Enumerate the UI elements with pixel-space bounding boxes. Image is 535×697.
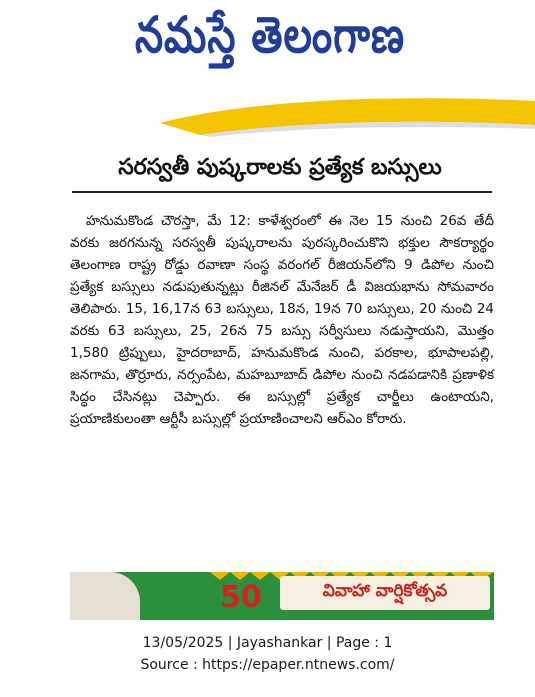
masthead bbox=[60, 2, 480, 82]
ad-photo-portion bbox=[70, 572, 140, 620]
ad-banner bbox=[280, 576, 490, 610]
headline-text: సరస్వతీ పుష్కరాలకు ప్రత్యేక బస్సులు bbox=[118, 155, 442, 180]
yellow-swoosh-decoration bbox=[0, 95, 535, 150]
footer-date-edition: 13/05/2025 | Jayashankar | Page : 1 bbox=[142, 635, 393, 651]
headline-divider bbox=[72, 191, 492, 193]
article-headline bbox=[70, 150, 490, 190]
footer-source: Source : https://epaper.ntnews.com/ bbox=[140, 657, 395, 673]
masthead-title: నమస్తే తెలంగాణ bbox=[134, 7, 406, 65]
article-body: హనుమకొండ చౌరస్తా, మే 12: కాళేశ్వరంలో ఈ నెల 15 నుంచి 26వ తేదీ వరకు జరగనున్న సరస్వతీ పుష్కరాలను పురస్కరించుకొని భక్తుల సౌకర్యార్థం తెలంగాణ రాష్ట్ర రోడ్డు రవాణా సంస్థ వరంగల్‌ రీజియన్‌లోని 9 డిపోల నుంచి ప్రత్యేక బస్సులు నడుపుతున్నట్లు రీజినల్‌ మేనేజర్‌ డీ విజయభాను సోమవారం తెలిపారు. 15, 16,17న 63 బస్సులు, 18న, 19న 70 బస్సులు, 20 నుంచి 24 వరకు 63 బస్సులు, 25, 26న 75 బస్సు సర్వీసులు నడుస్తాయని, మొత్తం 1,580 ట్రిప్పులు, హైదరాబాద్‌, హనుమకొండ నుంచి, పరకాల, భూపాలపల్లి, జనగామ, తొర్రూరు, నర్సంపేట, మహబూబాద్‌ డిపోల నుంచి నడపడానికి ప్రణాళిక సిద్ధం చేసినట్లు చెప్పారు. ఈ బస్సుల్లో ప్రత్యేక చార్జీలు ఉంటాయని, ప్రయాణికులంతా ఆర్టీసీ బస్సుల్లో ప్రయాణించాలని ఆర్‌ఎం కోరారు. bbox=[70, 212, 494, 427]
ad-banner-text: వివాహా వార్షికోత్సవ bbox=[322, 581, 448, 601]
advertisement-strip bbox=[70, 572, 494, 620]
ad-anniversary-number: 50 bbox=[220, 580, 262, 615]
